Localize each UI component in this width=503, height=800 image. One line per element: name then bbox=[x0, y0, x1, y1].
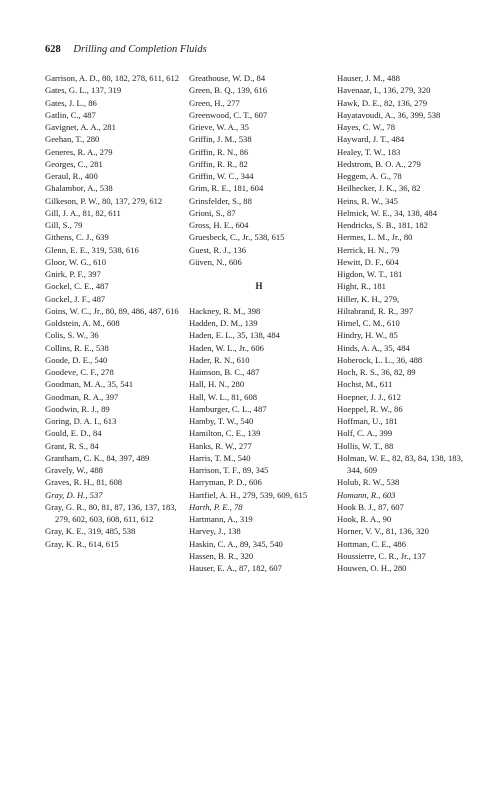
index-entry: Harvey, J., 138 bbox=[189, 526, 241, 537]
index-entry: Hayward, J. T., 484 bbox=[337, 134, 405, 145]
index-entry: Hendricks, S. B., 181, 182 bbox=[337, 220, 428, 230]
index-entry: Green, B. Q., 139, 616 bbox=[189, 85, 268, 96]
index-entry: Harryman, P. D., 606 bbox=[189, 477, 262, 488]
index-entry: Haden, E. L., 35, 138, 484 bbox=[189, 330, 280, 341]
index-entry: Goodwin, R. J., 89 bbox=[45, 403, 110, 414]
index-entry: Hamburger, C. L., 487 bbox=[189, 403, 267, 414]
section-letter-heading: H bbox=[255, 281, 263, 292]
index-entry: Grantham, C. K., 84, 397, 489 bbox=[45, 452, 150, 463]
index-entry: Hall, H. N., 280 bbox=[189, 379, 245, 390]
index-entry: Generes, R. A., 279 bbox=[45, 146, 113, 157]
index-entry: Haden, W. L., Jr., 606 bbox=[189, 342, 264, 353]
index-entry: Hackney, R. M., 398 bbox=[189, 305, 261, 316]
index-entry: Gates, G. L., 137, 319 bbox=[45, 85, 122, 96]
index-entry: Goode, D. E., 540 bbox=[45, 354, 108, 365]
index-entry: Hewitt, D. F., 604 bbox=[337, 256, 399, 267]
index-entry: Heggem, A. G., 78 bbox=[337, 171, 402, 181]
index-column-2 bbox=[189, 72, 329, 574]
index-entry: Hinds, A. A., 35, 484 bbox=[337, 342, 410, 353]
index-entry: Gates, J. L., 86 bbox=[45, 97, 97, 108]
section-gap bbox=[189, 268, 329, 280]
index-entry: Holub, R. W., 538 bbox=[337, 477, 400, 488]
index-entry: Githens, C. J., 639 bbox=[45, 232, 109, 243]
index-entry: Hook, R. A., 90 bbox=[337, 514, 392, 524]
index-entry: Hamilton, C. E., 139 bbox=[189, 428, 261, 439]
index-entry: Gross, H. E., 604 bbox=[189, 220, 249, 230]
index-entry: Hook B. J., 87, 607 bbox=[337, 501, 404, 512]
index-entry: Hoch, R. S., 36, 82, 89 bbox=[337, 367, 416, 377]
index-entry: Geehan, T., 280 bbox=[45, 134, 100, 145]
index-entry: Hamby, T. W., 540 bbox=[189, 416, 254, 426]
index-entry: Glenn, E. E., 319, 538, 616 bbox=[45, 244, 139, 255]
running-title: Drilling and Completion Fluids bbox=[73, 44, 207, 55]
index-entry: Hawk, D. E., 82, 136, 279 bbox=[337, 97, 427, 108]
index-entry: Geraul, R., 400 bbox=[45, 171, 98, 181]
index-entry: Holf, C. A., 399 bbox=[337, 428, 393, 439]
index-entry: Grioni, S., 87 bbox=[189, 207, 236, 218]
index-entry: Gavignet, A. A., 281 bbox=[45, 122, 116, 132]
index-entry: Green, H., 277 bbox=[189, 97, 240, 108]
index-entry: Goring, D. A. I., 613 bbox=[45, 416, 117, 426]
index-entry: Gilkeson, P. W., 80, 137, 279, 612 bbox=[45, 195, 163, 206]
index-column-1 bbox=[45, 72, 180, 550]
index-entry: Hoffman, U., 181 bbox=[337, 416, 398, 426]
index-entry: Hall, W. L., 81, 608 bbox=[189, 391, 258, 402]
index-entry: Hartmann, A., 319 bbox=[189, 514, 253, 524]
index-entry: Grieve, W. A., 35 bbox=[189, 122, 249, 132]
index-entry: Hadden, D. M., 139 bbox=[189, 318, 258, 328]
index-entry: Gray, K. R., 614, 615 bbox=[45, 538, 119, 549]
index-entry: Güven, N., 606 bbox=[189, 256, 242, 267]
index-entry: Gravely, W., 488 bbox=[45, 465, 103, 475]
index-entry: Goins, W. C., Jr., 80, 89, 486, 487, 616 bbox=[45, 305, 179, 316]
page-number: 628 bbox=[45, 44, 61, 55]
index-entry: Heilhecker, J. K., 36, 82 bbox=[337, 183, 421, 194]
index-entry: Helmick, W. E., 34, 138, 484 bbox=[337, 207, 438, 218]
index-entry: Graves, R. H., 81, 608 bbox=[45, 477, 123, 488]
index-entry: Hedstrom, B. O. A., 279 bbox=[337, 158, 421, 169]
index-entry: Hauser, J. M., 488 bbox=[337, 73, 400, 83]
index-entry: Haimson, B. C., 487 bbox=[189, 367, 260, 377]
index-entry: Havenaar, I., 136, 279, 320 bbox=[337, 85, 431, 96]
index-entry: Greathouse, W. D., 84 bbox=[189, 73, 266, 83]
index-entry: Grim, R. E., 181, 604 bbox=[189, 183, 264, 194]
index-entry: Greenwood, C. T., 607 bbox=[189, 109, 268, 120]
index-entry: Hight, R., 181 bbox=[337, 281, 386, 292]
index-entry: Gnirk, P. F., 397 bbox=[45, 269, 101, 279]
index-entry: Gould, E. D., 84 bbox=[45, 428, 102, 439]
index-entry: Himel, C. M., 610 bbox=[337, 318, 400, 328]
index-entry: Griffin, J. M., 538 bbox=[189, 134, 252, 145]
index-entry: Gloor, W. G., 610 bbox=[45, 256, 107, 267]
index-entry: Hayatavoudi, A., 36, 399, 538 bbox=[337, 109, 441, 120]
index-entry: Garrison, A. D., 80, 182, 278, 611, 612 bbox=[45, 73, 180, 83]
index-entry: Hauser, E. A., 87, 182, 607 bbox=[189, 563, 282, 573]
index-entry: Holman, W. E., 82, 83, 84, 138, 183, 344, 609 bbox=[337, 452, 464, 475]
index-entry: Griffin, R. N., 86 bbox=[189, 146, 249, 157]
index-entry: Houwen, O. H., 280 bbox=[337, 563, 407, 573]
index-entry: Harth, P. E., 78 bbox=[189, 501, 243, 512]
index-entry: Hoberock, L. L., 36, 488 bbox=[337, 354, 423, 365]
index-entry: Collins, R. E., 538 bbox=[45, 342, 109, 353]
index-entry: Hindry, H. W., 85 bbox=[337, 330, 398, 341]
index-column-3 bbox=[337, 72, 477, 574]
index-entry: Hiller, K. H., 279, bbox=[337, 293, 400, 304]
section-gap bbox=[189, 293, 329, 305]
index-entry: Hanks, R. W., 277 bbox=[189, 440, 252, 451]
index-entry: Hollis, W. T., 88 bbox=[337, 440, 394, 451]
index-entry: Hottman, C. E., 486 bbox=[337, 538, 406, 549]
index-entry: Herrick, H. N., 79 bbox=[337, 244, 400, 255]
index-entry: Guest, R. J., 136 bbox=[189, 244, 247, 255]
index-entry: Gruesbeck, C., Jr., 538, 615 bbox=[189, 232, 285, 243]
index-entry: Gatlin, C., 487 bbox=[45, 109, 96, 120]
index-entry: Hermes, L. M., Jr., 80 bbox=[337, 232, 413, 243]
index-entry: Horner, V. V., 81, 136, 320 bbox=[337, 526, 429, 537]
index-entry: Hiltabrand, R. R., 397 bbox=[337, 305, 414, 316]
index-entry: Higdon, W. T., 181 bbox=[337, 269, 403, 279]
page-header bbox=[45, 44, 207, 55]
index-entry: Houssierre, C. R., Jr., 137 bbox=[337, 550, 426, 561]
index-entry: Hassen, B. R., 320 bbox=[189, 550, 254, 561]
index-entry: Ghalambor, A., 538 bbox=[45, 183, 113, 194]
index-entry: Harrison, T. F., 89, 345 bbox=[189, 465, 269, 475]
index-entry: Gockel, C. E., 487 bbox=[45, 281, 109, 292]
index-entry: Hoepner, J. J., 612 bbox=[337, 391, 401, 402]
index-entry: Griffin, R. R., 82 bbox=[189, 158, 248, 169]
index-entry: Gockel, J. F., 487 bbox=[45, 293, 106, 304]
index-entry: Goodman, R. A., 397 bbox=[45, 391, 119, 402]
index-entry: Gray, K. E., 319, 485, 538 bbox=[45, 526, 136, 537]
index-entry: Haskin, C. A., 89, 345, 540 bbox=[189, 538, 283, 549]
index-entry: Healey, T. W., 183 bbox=[337, 146, 401, 157]
index-entry: Gray, D. H., 537 bbox=[45, 489, 103, 500]
index-entry: Colis, S. W., 36 bbox=[45, 330, 99, 341]
index-entry: Gray, G. R., 80, 81, 87, 136, 137, 183, 279, 602, 603, 608, 611, 612 bbox=[45, 501, 177, 524]
index-entry: Georges, C., 281 bbox=[45, 158, 103, 169]
index-entry: Gill, J. A., 81, 82, 611 bbox=[45, 207, 121, 218]
index-entry: Goodeve, C. F., 278 bbox=[45, 367, 114, 377]
index-entry: Heins, R. W., 345 bbox=[337, 195, 398, 206]
index-entry: Homann, R., 603 bbox=[337, 489, 396, 500]
index-entry: Griffin, W. C., 344 bbox=[189, 171, 254, 181]
index-entry: Gill, S., 79 bbox=[45, 220, 83, 230]
index-entry: Goldstein, A. M., 608 bbox=[45, 318, 120, 328]
index-entry: Harris, T. M., 540 bbox=[189, 452, 251, 463]
index-entry: Hartfiel, A. H., 279, 539, 609, 615 bbox=[189, 489, 308, 500]
index-entry: Hayes, C. W., 78 bbox=[337, 122, 396, 132]
index-entry: Goodman, M. A., 35, 541 bbox=[45, 379, 134, 390]
index-entry: Grant, R. S., 84 bbox=[45, 440, 99, 451]
index-entry: Hochst, M., 611 bbox=[337, 379, 393, 390]
index-entry: Hoeppel, R. W., 86 bbox=[337, 403, 403, 414]
index-entry: Hader, R. N., 610 bbox=[189, 354, 250, 365]
index-entry: Grinsfelder, S., 88 bbox=[189, 195, 252, 206]
